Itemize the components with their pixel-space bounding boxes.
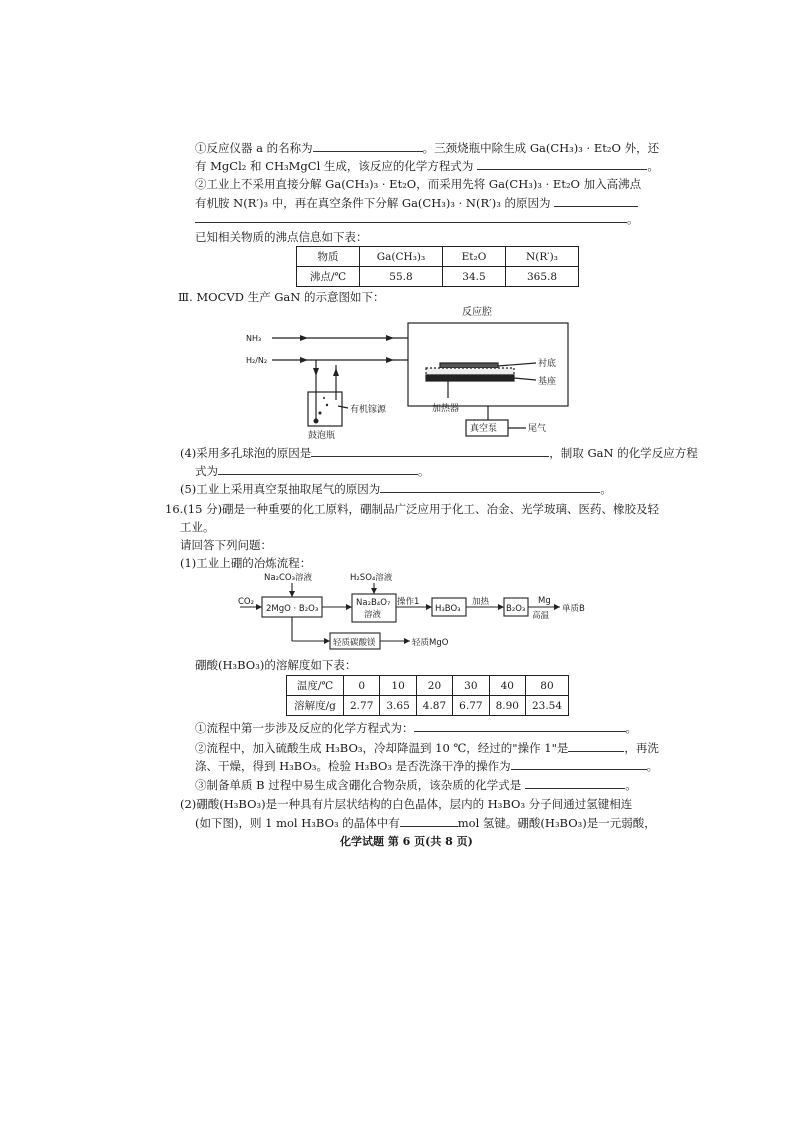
high-temp-label: 高温 — [532, 611, 550, 621]
answer-blank[interactable] — [218, 463, 418, 475]
answer-blank[interactable] — [554, 195, 638, 207]
reagent-h2so4: H₂SO₄溶液 — [350, 573, 393, 583]
box1-text: 2MgO · B₂O₃ — [266, 604, 319, 614]
q16-s1: ①流程中第一步涉及反应的化学方程式为： 。 — [195, 721, 637, 735]
q15-line3: ②工业上不采用直接分解 Ga(CH₃)₃ · Et₂O，而采用先将 Ga(CH₃)₃ · Et₂O 加入高沸点 — [195, 177, 642, 191]
q16-part1: (1)工业上硼的冶炼流程： — [180, 556, 312, 570]
table-row: 物质 Ga(CH₃)₃ Et₂O N(R′)₃ — [297, 247, 579, 267]
q15-line4: 有机胺 N(R′)₃ 中，再在真空条件下分解 Ga(CH₃)₃ · N(R′)₃ 的原因为 — [195, 195, 638, 210]
answer-blank[interactable] — [380, 481, 600, 493]
q16-p2-line1: (2)硼酸(H₃BO₃)是一种具有片层状结构的白色晶体，层内的 H₃BO₃ 分子间通过氢键相连 — [180, 797, 633, 811]
answer-blank[interactable] — [477, 158, 647, 170]
product-b-label: 单质B — [562, 604, 585, 614]
answer-blank[interactable] — [511, 758, 647, 770]
substrate-label: 衬底 — [538, 359, 557, 369]
q16-ask: 请回答下列问题： — [180, 538, 272, 552]
q5-line: (5)工业上采用真空泵抽取尾气的原因为 。 — [180, 482, 612, 496]
source-label: 有机镓源 — [350, 405, 387, 415]
bubbler-label: 鼓泡瓶 — [308, 431, 336, 441]
answer-blank[interactable] — [313, 140, 423, 152]
substrate — [440, 363, 498, 368]
box2-text-b: 溶液 — [364, 610, 382, 620]
part3-heading: Ⅲ. MOCVD 生产 GaN 的示意图如下： — [178, 290, 385, 304]
bubbler-bottle — [308, 392, 342, 426]
op1-label: 操作1 — [397, 597, 420, 607]
q4-line1: (4)采用多孔球泡的原因是 ，制取 GaN 的化学反应方程 — [180, 446, 698, 460]
heat-label: 加热 — [472, 597, 490, 607]
box3-text: H₃BO₃ — [435, 604, 461, 614]
answer-blank[interactable] — [311, 445, 549, 457]
q16-p2-line2: (如下图)，则 1 mol H₃BO₃ 的晶体中有 mol 氢键。硼酸(H₃BO₃)是一元弱酸， — [195, 816, 656, 830]
co2-label: CO₂ — [238, 597, 255, 607]
box-b2o3 — [504, 598, 528, 616]
box-mgo-b2o3 — [262, 597, 322, 617]
nh3-label: NH₃ — [246, 334, 262, 343]
solubility-table — [286, 675, 569, 716]
h2n2-label: H₂/N₂ — [246, 356, 268, 365]
q15-line2: 有 MgCl₂ 和 CH₃MgCl 生成，该反应的化学方程式为 。 — [195, 159, 659, 173]
heater-label: 加热器 — [432, 404, 460, 414]
q15-line5: 。 — [195, 211, 639, 226]
q16-s3: ③制备单质 B 过程中易生成含硼化合物杂质，该杂质的化学式是 。 — [195, 778, 637, 792]
mg-label: Mg — [538, 596, 551, 606]
base — [426, 368, 514, 375]
table-row: 溶解度/g 2.77 3.65 4.87 6.77 8.90 23.54 — [287, 696, 569, 716]
table-row: 温度/℃ 0 10 20 30 40 80 — [287, 676, 569, 696]
box4-text: B₂O₃ — [506, 604, 526, 614]
reagent-na2co3: Na₂CO₃溶液 — [264, 573, 313, 583]
reaction-chamber — [408, 323, 568, 406]
product-mgo-label: 轻质MgO — [412, 638, 449, 648]
q16-s2-line2: 涤、干燥，得到 H₃BO₃。检验 H₃BO₃ 是否洗涤干净的操作为 。 — [195, 759, 659, 773]
vacuum-pump — [466, 420, 508, 436]
answer-blank[interactable] — [195, 211, 627, 223]
solubility-intro: 硼酸(H₃BO₃)的溶解度如下表： — [195, 658, 357, 672]
q16-s2-line1: ②流程中，加入硫酸生成 H₃BO₃，冷却降温到 10 ℃，经过的"操作 1"是 ，再洗 — [195, 741, 659, 755]
box-light-mgco3 — [330, 633, 380, 649]
answer-blank[interactable] — [525, 777, 625, 789]
boiling-point-table — [296, 246, 579, 287]
box-h3bo3 — [432, 598, 466, 616]
page-footer: 化学试题 第 6 页(共 8 页) — [340, 835, 473, 848]
heater-plate — [426, 375, 514, 381]
box5-text: 轻质碳酸镁 — [333, 638, 376, 648]
q4-line2: 式为 。 — [195, 464, 430, 478]
answer-blank[interactable] — [568, 740, 624, 752]
base-label: 基座 — [538, 377, 557, 387]
answer-blank[interactable] — [414, 720, 626, 732]
box-na2b4o7 — [352, 594, 396, 622]
box2-text-a: Na₂B₄O₇ — [356, 598, 391, 608]
exhaust-label: 尾气 — [528, 424, 547, 434]
q16-intro1: 16.(15 分)硼是一种重要的化工原料，硼制品广泛应用于化工、冶金、光学玻璃、医药、橡胶及轻 — [165, 502, 660, 516]
boiling-intro: 已知相关物质的沸点信息如下表： — [195, 230, 368, 244]
q15-line1: ①反应仪器 a 的名称为 。三颈烧瓶中除生成 Ga(CH₃)₃ · Et₂O 外，还 — [195, 141, 660, 155]
q16-intro2: 工业。 — [180, 520, 215, 534]
chamber-label: 反应腔 — [462, 307, 492, 318]
pump-label: 真空泵 — [470, 424, 498, 434]
table-row: 沸点/℃ 55.8 34.5 365.8 — [297, 267, 579, 287]
answer-blank[interactable] — [400, 815, 458, 827]
